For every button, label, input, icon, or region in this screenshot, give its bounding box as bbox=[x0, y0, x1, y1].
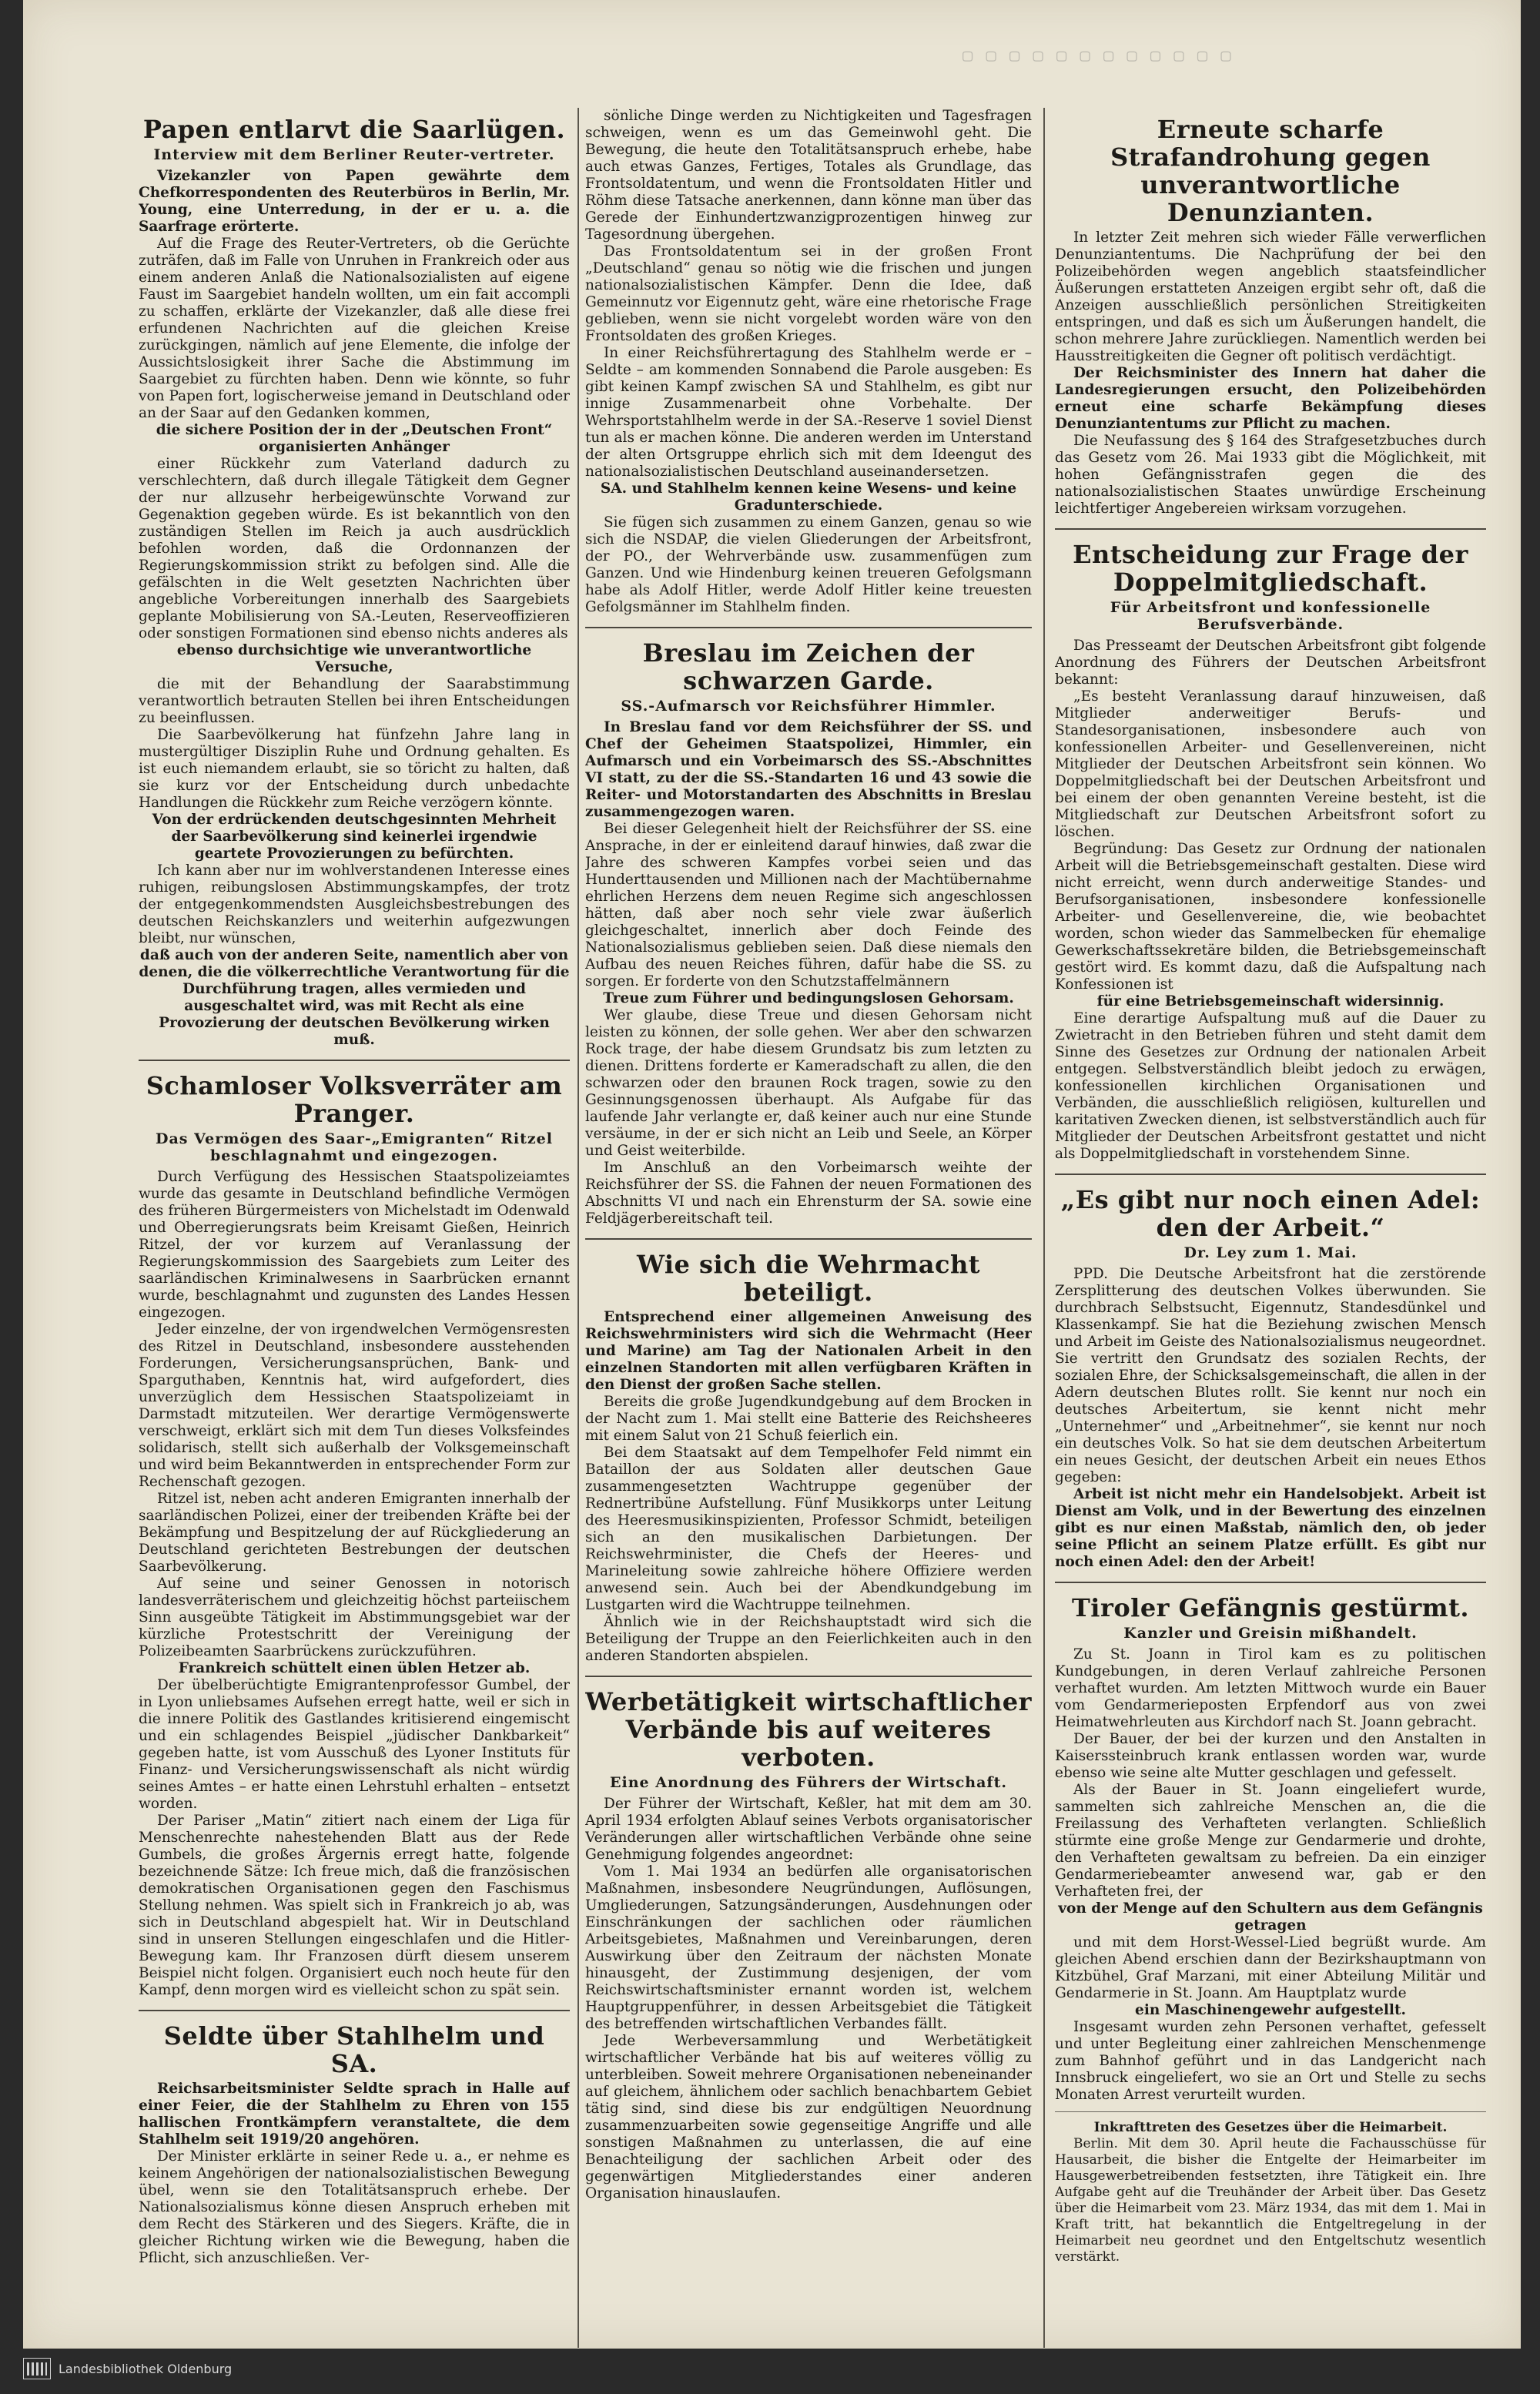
article-divider bbox=[1055, 2111, 1486, 2112]
paragraph: Zu St. Joann in Tirol kam es zu politischen Kundgebungen, in deren Verlauf zahlreiche Personen verhaftet wurden. Am letzten Mittwoch wurde ein Bauer vom Gendarmerieposten Erpfendorf aus von zwei Heimatwehrleuten aus Kirchdorf nach St. Joann gebracht. bbox=[1055, 1646, 1486, 1730]
subheadline: SS.-Aufmarsch vor Reichsführer Himmler. bbox=[621, 698, 996, 715]
article-divider bbox=[585, 1676, 1032, 1677]
article-divider bbox=[1055, 1582, 1486, 1583]
paragraph: Durch Verfügung des Hessischen Staatspolizeiamtes wurde das gesamte in Deutschland befindliche Vermögen des früheren Bürgermeisters von Michelstadt im Odenwald und Oberregierungsrats beim Kreisamt Gießen, Heinrich Ritzel, der vor kurzem auf Veranlassung der Regierungskommission des Saargebiets zum Leiter des saarländischen Kriminalwesens in Saarbrücken ernannt wurde, beschlagnahmt und zugunsten des Landes Hessen eingezogen. bbox=[139, 1169, 570, 1321]
headline-heimarbeit: Inkrafttreten des Gesetzes über die Heimarbeit. bbox=[1093, 2120, 1448, 2135]
article-divider bbox=[139, 1060, 570, 1061]
subheadline: Interview mit dem Berliner Reuter-vertreter. bbox=[153, 146, 555, 163]
paragraph: Auf die Frage des Reuter-Vertreters, ob die Gerüchte zuträfen, daß im Falle von Unruhen in Frankreich oder aus einem anderen Anlaß die Nationalsozialisten auf eigene Faust im Saargebiet handeln wollten, um ein fait accompli zu schaffen, erklärte der Vizekanzler, daß alle diese frei erfundenen Nachrichten auf die gleichen Kreise zurückgingen, nämlich auf jene Elemente, die infolge der Aussichtslosigkeit ihrer Sache die Abstimmung im Saargebiet zu fürchten haben. Denn wie könnte, so fuhr von Papen fort, logischerweise jemand in Deutschland oder an der Saar auf den Gedanken kommen, bbox=[139, 236, 570, 421]
headline-tiroler: Tiroler Gefängnis gestürmt. bbox=[1071, 1593, 1470, 1622]
paragraph: Der Minister erklärte in seiner Rede u. a., er nehme es keinem Angehörigen der nationalsozialistischen Bewegung übel, wenn sie den Totalitätsanspruch erhebe. Der Nationalsozialismus könne diesen Anspruch erheben mit dem Recht des Stärkeren und des Siegers. Kräfte, die in gleicher Richtung wirken wie die Bewegung, haben die Pflicht, sich anzuschließen. Ver- bbox=[139, 2148, 570, 2266]
paragraph: Jeder einzelne, der von irgendwelchen Vermögensresten des Ritzel in Deutschland, insbesondere ausstehenden Forderungen, Versicherungsansprüchen, Bank- und Sparguthaben, Kenntnis hat, wird aufgefordert, dies unverzüglich dem Hessischen Staatspolizeiamt in Darmstadt mitzuteilen. Wer derartige Vermögenswerte verschweigt, erklärt sich mit dem Tun dieses Volksfeindes solidarisch, stellt sich außerhalb der Volksgemeinschaft und wird beim Bekanntwerden in entsprechender Form zur Rechenschaft gezogen. bbox=[139, 1321, 570, 1490]
highlight-line: Frankreich schüttelt einen üblen Hetzer ab. bbox=[178, 1660, 531, 1676]
paragraph: Begründung: Das Gesetz zur Ordnung der nationalen Arbeit will die Betriebsgemeinschaft gestalten. Diese wird nicht erreicht, wenn durch anderweitige Standes- und Berufsorganisationen, insbesondere konfessionelle Arbeiter- und Gesellenvereine, die, wie beobachtet worden, schon wieder das Sammelbecken für ehemalige Gewerkschaftssekretäre bilden, die Betriebsgemeinschaft gestört wird. Es kommt dazu, daß die Aufspaltung nach Konfessionen ist bbox=[1055, 841, 1486, 993]
paragraph: Wer glaube, diese Treue und diesen Gehorsam nicht leisten zu können, der solle gehen. Wer aber den schwarzen Rock trage, der habe diesem Grundsatz bis zum letzten zu dienen. Drittens forderte er Kameradschaft zu allen, die den schwarzen oder den braunen Rock tragen, sowie zu den Gesinnungsgenossen überhaupt. Als Aufgabe für das laufende Jahr verlangte er, daß keiner auch nur eine Stunde versäume, in der er sich nicht an Leib und Seele, an Körper und Geist weiterbilde. bbox=[585, 1007, 1032, 1159]
paragraph: Entsprechend einer allgemeinen Anweisung des Reichswehrministers wird sich die Wehrmacht (Heer und Marine) am Tag der Nationalen Arbeit in den einzelnen Standorten mit allen verfügbaren Kräften in den Dienst der großen Sache stellen. bbox=[585, 1309, 1032, 1393]
article-divider bbox=[139, 2010, 570, 2011]
paragraph: Der Pariser „Matin“ zitiert nach einem der Liga für Menschenrechte nahestehenden Blatt aus der Rede Gumbels, die großes Ärgernis erregt hatte, folgende bezeichnende Sätze: Ich freue mich, daß die französischen demokratischen Organisationen gegen den Faschismus Stellung nehmen. Was spielt sich in Frankreich jo ab, was sich in Deutschland abgespielt hat. Wir in Deutschland sind in unseren Stellungen eingeschlafen und die Hitler-Bewegung kam. Ihr Franzosen dürft diesem unserem Beispiel nicht folgen. Organisiert euch noch heute für den Kampf, denn morgen wird es vielleicht schon zu spät sein. bbox=[139, 1813, 570, 1998]
article-divider bbox=[585, 627, 1032, 628]
paragraph: einer Rückkehr zum Vaterland dadurch zu verschlechtern, daß durch illegale Tätigkeit dem Gegner der nur allzusehr herbeigewünschte Vorwand zur Gegenaktion gegeben würde. Es ist bekanntlich von den zuständigen Stellen im Reich ja auch ausdrücklich befohlen worden, daß die Ordonnanzen der Regierungskommission strikt zu befolgen sind. Alle die gefälschten in die Welt gesetzten Nachrichten über angebliche Vorbereitungen innerhalb des Saargebiets geplante Mobilisierung von SA.-Leuten, Reserveoffizieren oder sonstigen Formationen sind ebenso nichts anderes als bbox=[139, 456, 570, 641]
paragraph: Die Neufassung des § 164 des Strafgesetzbuches durch das Gesetz vom 26. Mai 1933 gibt die Möglichkeit, mit hohen Gefängnisstrafen gegen die des nationalsozialistischen Staates unwürdige Erscheinung leichtfertiger Angebereien wirksam vorzugehen. bbox=[1055, 433, 1486, 517]
paragraph: Eine derartige Aufspaltung muß auf die Dauer zu Zwietracht in den Betrieben führen und steht damit dem Sinne des Gesetzes zur Ordnung der nationalen Arbeit entgegen. Selbstverständlich bleibt jedoch zu erwägen, konfessionellen kirchlichen Organisationen und Verbänden, die ausschließlich religiösen, kulturellen und karitativen Zwecken dienen, ist selbstverständlich auch für Mitglieder der Deutschen Arbeitsfront gestattet und nicht als Doppelmitgliedschaft in vorstehendem Sinne. bbox=[1055, 1010, 1486, 1162]
paragraph: und mit dem Horst-Wessel-Lied begrüßt wurde. Am gleichen Abend erschien dann der Bezirkshauptmann von Kitzbühel, Graf Marzani, mit einer Abteilung Militär und Gendarmerie in St. Joann. Am Hauptplatz wurde bbox=[1055, 1934, 1486, 2001]
paragraph: Bei dieser Gelegenheit hielt der Reichsführer der SS. eine Ansprache, in der er einleitend darauf hinwies, daß zwar die Jahre des schweren Kampfes vorbei seien und das Hunderttausenden und Millionen nach der Machtübernahme ehrlichen Herzens dem neuen Regime sich angeschlossen hätten, daß aber noch sehr viele zwar äußerlich gleichgeschaltet, innerlich aber doch Feinde des Nationalsozialismus geblieben seien. Daß diese niemals den Aufbau des neuen Reiches führen, dafür habe die SS. zu sorgen. Er forderte von den Schutzstaffelmännern bbox=[585, 821, 1032, 989]
paragraph: Der Bauer, der bei der kurzen und den Anstalten in Kaiserssteinbruch krank entlassen worden war, wurde ebenso wie seine alte Mutter geschlagen und gefesselt. bbox=[1055, 1731, 1486, 1781]
headline-volksverraeter: Schamloser Volksverräter am Pranger. bbox=[146, 1071, 563, 1128]
paragraph: Berlin. Mit dem 30. April heute die Fachausschüsse für Hausarbeit, die bisher die Entgelte der Heimarbeiter im Hausgewerbetreibenden festsetzten, ihre Tätigkeit ein. Ihre Aufgabe geht auf die Treuhänder der Arbeit über. Das Gesetz über die Heimarbeit vom 23. März 1934, das mit dem 1. Mai in Kraft tritt, hat bekanntlich die Entgeltregelung in der Heimarbeit neu geordnet und den Entgeltschutz wesentlich verstärkt. bbox=[1055, 2136, 1486, 2265]
article-divider bbox=[1055, 528, 1486, 530]
highlight-line: die sichere Position der in der „Deutschen Front“ organisierten Anhänger bbox=[156, 422, 553, 455]
paragraph: Vizekanzler von Papen gewährte dem Chefkorrespondenten des Reuterbüros in Berlin, Mr. Young, eine Unterredung, in der er u. a. die Saarfrage erörterte. bbox=[139, 168, 570, 235]
paragraph: Ritzel ist, neben acht anderen Emigranten innerhalb der saarländischen Polizei, einer der treibenden Kräfte bei der Bekämpfung und Bespitzelung der auf Rückgliederung an Deutschland gerichteten Bestrebungen der deutschen Saarbevölkerung. bbox=[139, 1491, 570, 1575]
paragraph: Reichsarbeitsminister Seldte sprach in Halle auf einer Feier, die der Stahlhelm zu Ehren von 155 hallischen Frontkämpfern veranstaltete, die dem Stahlhelm seit 1919/20 angehören. bbox=[139, 2081, 570, 2148]
subheadline: Kanzler und Greisin mißhandelt. bbox=[1123, 1625, 1418, 1642]
paragraph: Sie fügen sich zusammen zu einem Ganzen, genau so wie sich die NSDAP, die vielen Gliederungen der Arbeitsfront, der PO., der Wehrverbände usw. zusammenfügen zum Ganzen. Und wie Hindenburg keinen treueren Gefolgsmann habe als Adolf Hitler, werde Adolf Hitler keine treuesten Gefolgsmänner im Stahlhelm finden. bbox=[585, 514, 1032, 615]
subheadline: Für Arbeitsfront und konfessionelle Berufsverbände. bbox=[1110, 599, 1431, 633]
column-right bbox=[1055, 108, 1486, 2348]
paragraph: die mit der Behandlung der Saarabstimmung verantwortlich betrauten Stellen bei ihren Entscheidungen zu beeinflussen. bbox=[139, 676, 570, 726]
highlight-line: Von der erdrückenden deutschgesinnten Mehrheit der Saarbevölkerung sind keinerlei irgendwie geartete Provozierungen zu befürchten. bbox=[152, 812, 557, 862]
paragraph: Ich kann aber nur im wohlverstandenen Interesse eines ruhigen, reibungslosen Abstimmungskampfes, der trotz der entgegenkommendsten Ausgleichsbestrebungen des deutschen Reichskanzlers und weiterhin aufgezwungen bleibt, nur wünschen, bbox=[139, 862, 570, 946]
column-rule bbox=[578, 108, 579, 2348]
highlight-line: Treue zum Führer und bedingungslosen Gehorsam. bbox=[603, 990, 1014, 1006]
headline-doppelmitgliedschaft: Entscheidung zur Frage der Doppelmitgliedschaft. bbox=[1073, 540, 1468, 597]
footer-library-name: Landesbibliothek Oldenburg bbox=[59, 2361, 233, 2376]
highlight-line: daß auch von der anderen Seite, namentlich aber von denen, die die völkerrechtliche Verantwortung für die Durchführung tragen, alles vermieden und ausgeschaltet wird, was mit Recht als eine Provozierung der deutschen Bevölkerung wirken muß. bbox=[139, 947, 570, 1048]
subheadline: Dr. Ley zum 1. Mai. bbox=[1183, 1244, 1358, 1261]
headline-werbetaetigkeit: Werbetätigkeit wirtschaftlicher Verbände bis auf weiteres verboten. bbox=[585, 1687, 1032, 1772]
paragraph: PPD. Die Deutsche Arbeitsfront hat die zerstörende Zersplitterung des deutschen Volkes überwunden. Sie durchbrach Selbstsucht, Eigennutz, Standesdünkel und Klassenkampf. Sie hat die Beziehung zwischen Mensch und Arbeit im Geiste des Nationalsozialismus neugeordnet. Sie vertritt den Grundsatz des sozialen Rechts, der sozialen Ehre, der Schicksalsgemeinschaft, die allen in der Adern deutschen Blutes rollt. Sie kennt nur noch ein deutsches Arbeitertum, sie kennt nicht mehr „Unternehmer“ und „Arbeitnehmer“, sie kennt nur noch ein deutsches Volk. So hat sie dem deutschen Arbeitertum ein neues Gesicht, der deutschen Arbeit ein neues Ethos gegeben: bbox=[1055, 1266, 1486, 1485]
highlight-line: ebenso durchsichtige wie unverantwortliche Versuche, bbox=[176, 642, 532, 675]
paragraph: Vom 1. Mai 1934 an bedürfen alle organisatorischen Maßnahmen, insbesondere Neugründungen, Auflösungen, Umgliederungen, Satzungsänderungen, Ausdehnungen oder Einschränkungen der sachlichen oder räumlichen Arbeitsgebietes, Maßnahmen und Vereinbarungen, deren Auswirkung über den Zeitraum der nächsten Monate hinausgeht, der Zustimmung desjenigen, der vom Reichswirtschaftsminister ernannt worden ist, welchem Hauptgruppenführer, in dessen Arbeitsgebiet die Tätigkeit des betreffenden wirtschaftlichen Verbandes fällt. bbox=[585, 1863, 1032, 2032]
column-rule bbox=[1043, 108, 1045, 2348]
headline-papen: Papen entlarvt die Saarlügen. bbox=[142, 115, 566, 144]
paragraph: Als der Bauer in St. Joann eingeliefert wurde, sammelten sich zahlreiche Menschen an, die die Freilassung des Verhafteten verlangten. Schließlich stürmte eine große Menge zur Gendarmerie und drohte, den Verhafteten gewaltsam zu befreien. Da ein einziger Gendarmeriebeamter anwesend war, gab er den Verhafteten frei, der bbox=[1055, 1782, 1486, 1900]
subheadline: Das Vermögen des Saar-„Emigranten“ Ritzel beschlagnahmt und eingezogen. bbox=[156, 1130, 553, 1164]
article-divider bbox=[585, 1238, 1032, 1240]
paragraph: Ähnlich wie in der Reichshauptstadt wird sich die Beteiligung der Truppe an den Feierlichkeiten auch in den anderen Standorten abspielen. bbox=[585, 1614, 1032, 1664]
column-middle bbox=[585, 108, 1032, 2348]
headline-wehrmacht: Wie sich die Wehrmacht beteiligt. bbox=[636, 1250, 981, 1307]
paragraph: sönliche Dinge werden zu Nichtigkeiten und Tagesfragen schweigen, wenn es um das Gemeinwohl geht. Die Bewegung, die heute den Totalitätsanspruch erhebe, habe auch etwas Ganzes, Fertiges, Totales als Grundlage, das Frontsoldatentum, und wenn die Frontsoldaten Hitler und Röhm diese Tatsache anerkennen, dann könne man über das Gerede der Einhundertzwanzigprozentigen hinweg zur Tagesordnung übergehen. bbox=[585, 108, 1032, 243]
paragraph: In einer Reichsführertagung des Stahlhelm werde er – Seldte – am kommenden Sonnabend die Parole ausgeben: Es gibt keinen Kampf zwischen SA und Stahlhelm, es gibt nur innige Zusammenarbeit ohne Vorbehalte. Der Wehrsportstahlhelm werde in der SA.-Reserve 1 soviel Dienst tun als er machen könne. Die anderen werden im Unterstand der alten Ortsgruppe ehrlich sich mit dem Ideengut des nationalsozialistischen Deutschland auseinandersetzen. bbox=[585, 345, 1032, 480]
paragraph: Der Reichsminister des Innern hat daher die Landesregierungen ersucht, den Polizeibehörden erneut eine scharfe Bekämpfung dieses Denunziantentums zur Pflicht zu machen. bbox=[1055, 365, 1486, 432]
paragraph: Der übelberüchtigte Emigrantenprofessor Gumbel, der in Lyon unliebsames Aufsehen erregt hatte, weil er sich in die innere Politik des Gastlandes kritisierend eingemischt und ein schlagendes Beispiel „jüdischer Dankbarkeit“ gegeben hatte, ist vom Ausschuß des Lyoner Instituts für Finanz- und Versicherungswissenschaft als nicht würdig seines Amtes – er hatte einen Lehrstuhl erhalten – entsetzt worden. bbox=[139, 1677, 570, 1812]
paragraph: Der Führer der Wirtschaft, Keßler, hat mit dem am 30. April 1934 erfolgten Ablauf seines Verbots organisatorischer Veränderungen aller wirtschaftlichen Verbände ohne seine Genehmigung folgendes angeordnet: bbox=[585, 1796, 1032, 1863]
highlight-line: SA. und Stahlhelm kennen keine Wesens- und keine Gradunterschiede. bbox=[600, 480, 1017, 514]
paragraph: Bei dem Staatsakt auf dem Tempelhofer Feld nimmt ein Bataillon der aus Soldaten aller deutschen Gaue zusammengesetzten Wachtruppe gegenüber der Rednertribüne Aufstellung. Fünf Musikkorps unter Leitung des Heeresmusikinspizienten, Professor Schmidt, beteiligen sich an den musikalischen Darbietungen. Der Reichswehrminister, die Chefs der Heeres- und Marineleitung sowie zahlreiche höhere Offiziere werden anwesend sein. Auch bei der Abendkundgebung im Lustgarten wird die Wachtruppe teilnehmen. bbox=[585, 1445, 1032, 1613]
column-left bbox=[139, 108, 570, 2348]
headline-adel: „Es gibt nur noch einen Adel: den der Arbeit.“ bbox=[1060, 1185, 1481, 1242]
headline-breslau: Breslau im Zeichen der schwarzen Garde. bbox=[642, 638, 975, 695]
headline-denunzianten: Erneute scharfe Strafandrohung gegen unverantwortliche Denunzianten. bbox=[1110, 115, 1431, 227]
paragraph: Die Saarbevölkerung hat fünfzehn Jahre lang in mustergültiger Disziplin Ruhe und Ordnung gehalten. Es ist euch niemandem erlaubt, sie so töricht zu halten, daß sie kurz vor der Entscheidung durch unbedachte Handlungen die Rückkehr zum Reiche verzögern könnte. bbox=[139, 727, 570, 811]
paragraph: Jede Werbeversammlung und Werbetätigkeit wirtschaftlicher Verbände hat bis auf weiteres völlig zu unterbleiben. Soweit mehrere Organisationen nebeneinander auf gleichem, ähnlichem oder sachlich benachbartem Gebiet tätig sind, sind diese bis zur endgültigen Neuordnung zusammenzuarbeiten sowie gegenseitige Angriffe und alle sonstigen Maßnahmen zu unterlassen, die auf eine Benachteiligung der sachlichen Arbeit oder des gegenwärtigen Mitgliederstandes einer anderen Organisation hinauslaufen. bbox=[585, 2033, 1032, 2201]
highlight-line: für eine Betriebsgemeinschaft widersinnig. bbox=[1096, 993, 1445, 1009]
paragraph: In Breslau fand vor dem Reichsführer der SS. und Chef der Geheimen Staatspolizei, Himmler, ein Aufmarsch und ein Vorbeimarsch des SS.-Abschnittes VI statt, zu der die SS.-Standarten 16 und 43 sowie die Reiter- und Motorstandarten des Abschnitts in Breslau zusammengezogen waren. bbox=[585, 719, 1032, 820]
paragraph: Das Presseamt der Deutschen Arbeitsfront gibt folgende Anordnung des Führers der Deutschen Arbeitsfront bekannt: bbox=[1055, 638, 1486, 688]
paragraph: Das Frontsoldatentum sei in der großen Front „Deutschland“ genau so nötig wie die frischen und jungen nationalsozialistischen Kämpfer. Denn die Idee, daß Gemeinnutz vor Eigennutz geht, wäre eine rhetorische Frage geblieben, wenn sie nicht vorgelebt worden wäre von den Frontsoldaten des großen Krieges. bbox=[585, 243, 1032, 344]
subheadline: Eine Anordnung des Führers der Wirtschaft. bbox=[610, 1774, 1007, 1791]
article-divider bbox=[1055, 1174, 1486, 1175]
paragraph: Arbeit ist nicht mehr ein Handelsobjekt. Arbeit ist Dienst am Volk, und in der Bewertung des einzelnen gibt es nur einen Maßstab, nämlich den, ob jeder seine Pflicht an seinem Platze erfüllt. Es gibt nur noch einen Adel: den der Arbeit! bbox=[1055, 1486, 1486, 1570]
paragraph: In letzter Zeit mehren sich wieder Fälle verwerflichen Denunziantentums. Die Nachprüfung der bei den Polizeibehörden wegen angeblich staatsfeindlicher Äußerungen erstatteten Anzeigen ergibt sehr oft, daß die Anzeigen ausschließlich persönlichen Streitigkeiten entspringen, und daß es sich um Äußerungen handelt, die schon mehrere Jahre zurückliegen. Namentlich werden bei Hausstreitigkeiten die Gegner oft politisch verdächtigt. bbox=[1055, 229, 1486, 364]
headline-seldte: Seldte über Stahlhelm und SA. bbox=[163, 2021, 545, 2078]
highlight-line: ein Maschinengewehr aufgestellt. bbox=[1135, 2002, 1406, 2018]
library-stamp-ghost: ▢ ▢ ▢ ▢ ▢ ▢ ▢ ▢ ▢ ▢ ▢ ▢ bbox=[962, 46, 1233, 65]
paragraph: „Es besteht Veranlassung darauf hinzuweisen, daß Mitglieder anderweitiger Berufs- und Standesorganisationen, insbesondere auch von konfessionellen Arbeiter- und Gesellenvereinen, nicht Mitglieder der Deutschen Arbeitsfront sein können. Wo Doppelmitgliedschaft bei der Deutschen Arbeitsfront und bei einem der oben genannten Vereine besteht, ist die Mitgliedschaft zur Deutschen Arbeitsfront sofort zu löschen. bbox=[1055, 688, 1486, 840]
paragraph: Bereits die große Jugendkundgebung auf dem Brocken in der Nacht zum 1. Mai stellt eine Batterie des Reichsheeres mit einem Salut von 21 Schuß feierlich ein. bbox=[585, 1394, 1032, 1444]
highlight-line: von der Menge auf den Schultern aus dem Gefängnis getragen bbox=[1058, 1900, 1483, 1934]
paragraph: Im Anschluß an den Vorbeimarsch weihte der Reichsführer der SS. die Fahnen der neuen Formationen des Abschnitts VI und nach ein Ehrensturm der SA. sowie eine Feldjägerbereitschaft teil. bbox=[585, 1160, 1032, 1227]
paragraph: Insgesamt wurden zehn Personen verhaftet, gefesselt und unter Begleitung einer zahlreichen Menschenmenge zum Bahnhof geführt und in das Landgericht nach Innsbruck eingeliefert, wo sie an Ort und Stelle zu sechs Monaten Arrest verurteilt wurden. bbox=[1055, 2019, 1486, 2103]
paragraph: Auf seine und seiner Genossen in notorisch landesverräterischem und gleichzeitig höchst parteiischem Sinn ausgeübte Tätigkeit im Abstimmungsgebiet war der kürzliche Protestschritt der Vereinigung der Polizeibeamten Saarbrückens zurückzuführen. bbox=[139, 1575, 570, 1659]
library-building-icon bbox=[23, 2358, 51, 2379]
footer-bar bbox=[23, 2356, 485, 2381]
